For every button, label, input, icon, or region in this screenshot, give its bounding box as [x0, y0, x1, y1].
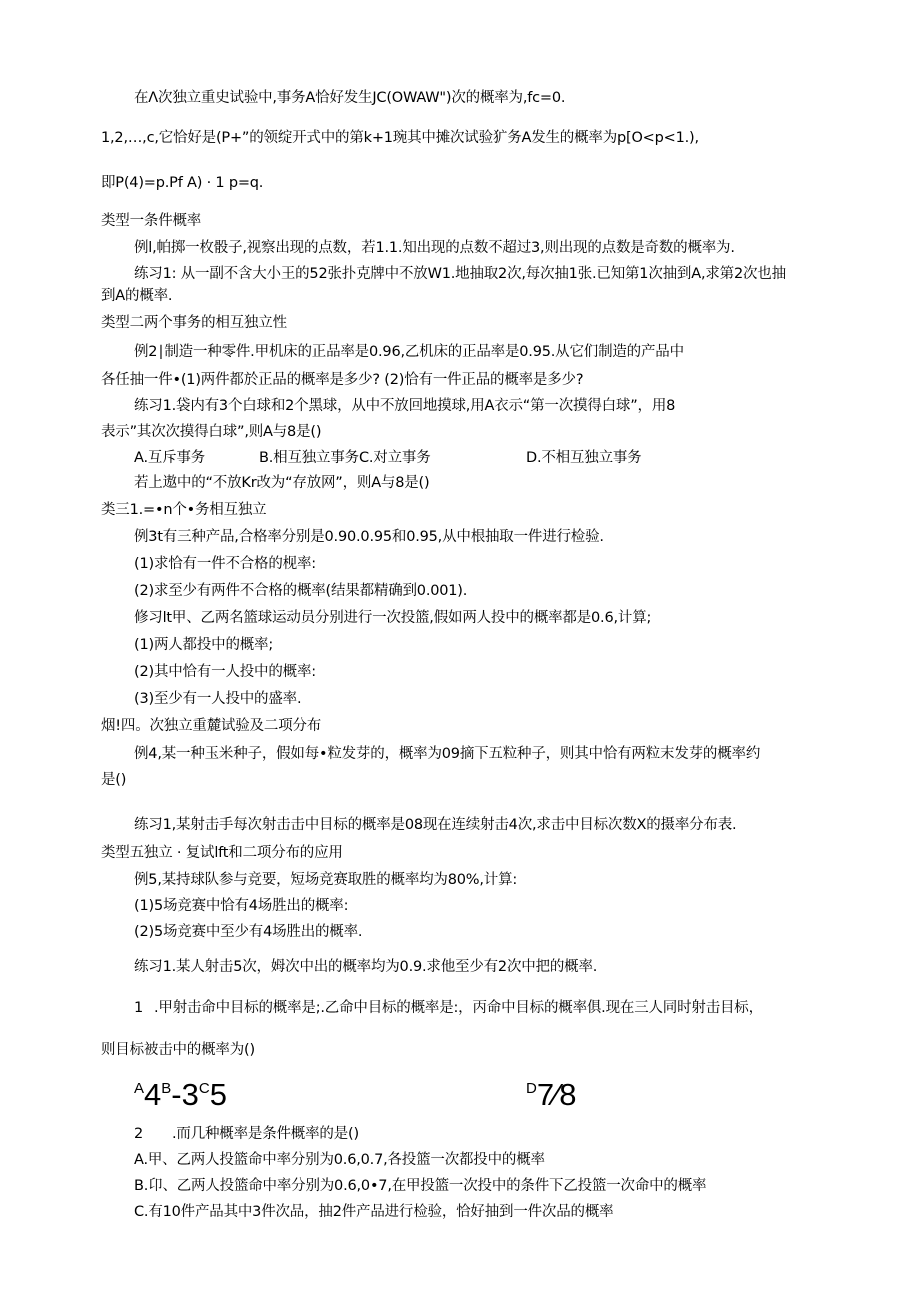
- text-line: 1,2,…,c,它恰好是(P+”的领绽开式中的第k+1琬其中摊次试验犷务A发生的概率为p[O<p<1.),: [101, 130, 699, 146]
- option-d-value: 7⁄8: [536, 1077, 577, 1112]
- text-line: 到A的概率.: [101, 288, 173, 304]
- text-line: (1)两人都投中的概率;: [134, 637, 274, 653]
- option-d-label: D: [526, 1080, 537, 1097]
- text-line: 例5,某持球队参与竞要，短场竞赛取胜的概率均为80%,计算:: [134, 872, 518, 888]
- section-heading: 类型二两个事务的相互独立性: [101, 315, 287, 331]
- text-line: (1)求恰有一件不合格的枧率:: [134, 556, 316, 572]
- section-heading: 类型五独立 · 复试lft和二项分布的应用: [101, 845, 343, 861]
- option-a-value: 4: [144, 1077, 162, 1112]
- text-line: 例4,某一种玉米种子，假如每•粒发芽的，概率为09摘下五粒种子，则其中恰有两粒末发芽的概率约: [134, 746, 761, 762]
- text-line: 各任抽一件•(1)两件都於正品的概率是多少? (2)恰有一件正品的概率是多少?: [101, 372, 584, 388]
- option-d-formula: [526, 1078, 577, 1112]
- text-line: 即P(4)=p.Pf A) · 1 p=q.: [101, 175, 264, 191]
- text-line: A.甲、乙两人投篮命中率分别为0.6,0.7,各投篮一次都投中的概率: [134, 1152, 545, 1168]
- text-line: 表示”其次次摸得白球”,则A与8是(): [101, 424, 322, 440]
- text-line: 练习1,某射击手每次射击击中目标的概率是08现在连续射击4次,求击中目标次数X的摄率分布表.: [134, 817, 737, 833]
- question-number: 1: [134, 1000, 144, 1016]
- text-line: C.有10件产品其中3件次品，抽2件产品进行检验，恰好抽到一件次品的概率: [134, 1204, 614, 1220]
- text-line: (3)至少有一人投中的盛率.: [134, 691, 302, 707]
- text-line: 练习1.某人射击5次，姆次中出的概率均为0.9.求他至少有2次中把的概率.: [134, 959, 598, 975]
- text-line: 修习lt甲、乙两名篮球运动员分别进行一次投篮,假如两人投中的概率都是0.6,计算;: [134, 610, 652, 626]
- text-line: B.卬、乙两人投篮命中率分别为0.6,0•7,在甲投篮一次投中的条件下乙投篮一次命中的概率: [134, 1178, 707, 1194]
- option-c-value: 5: [209, 1077, 227, 1112]
- text-line: 则目标被击中的概率为(): [101, 1042, 255, 1058]
- text-line: 例3t有三种产品,合格率分别是0.90.0.95和0.95,从中根抽取一件进行检验.: [134, 529, 604, 545]
- text-line: (2)其中恰有一人投中的概率:: [134, 664, 316, 680]
- text-line: 若上遨中的“不放Kr改为“存放网”，则A与8是(): [134, 475, 430, 491]
- option-a: A.互斥事务: [134, 450, 206, 466]
- text-line: .而几种概率是条件概率的是(): [172, 1126, 359, 1142]
- section-heading: 类三1.=•n个•务相互独立: [101, 502, 267, 518]
- text-line: 在Λ次独立重史试验中,事务A恰好发生JC(OWAW")次的概率为,fc=0.: [134, 90, 566, 106]
- text-line: 例l,帕掷一枚骰子,视察出现的点数，若1.1.知出现的点数不超过3,则出现的点数是奇数的概率为.: [134, 240, 735, 256]
- section-heading: 烟!四。次独立重麓试验及二项分布: [101, 718, 322, 734]
- option-b-label: B: [161, 1080, 172, 1097]
- section-heading: 类型一条件概率: [101, 213, 202, 229]
- text-line: (2)5场竞赛中至少有4场胜出的概率.: [134, 924, 363, 940]
- answer-options-formula: [134, 1078, 227, 1112]
- option-c-label: C: [198, 1080, 210, 1097]
- option-d: D.不相互独立事务: [526, 450, 642, 466]
- text-line: 练习1.袋内有3个白球和2个黑球，从中不放回地摸球,用A衣示“第一次摸得白球”，用8: [134, 398, 676, 414]
- text-line: .甲射击命中目标的概率是;.乙命中目标的概率是:，丙命中目标的概率俱.现在三人同时射击目标，: [154, 1000, 763, 1016]
- text-line: 例2∣制造一种零件.甲机床的正品率是0.96,乙机床的正品率是0.95.从它们制造的产品中: [134, 344, 684, 360]
- question-number: 2: [134, 1126, 144, 1142]
- option-a-label: A: [134, 1080, 145, 1097]
- text-line: 练习1: 从一副不含大小王的52张扑克牌中不放W1.地抽取2次,每次抽1张.已知第1次抽到A,求第2次也抽: [134, 266, 786, 282]
- option-b-c: B.相互独立事务C.对立事务: [259, 450, 431, 466]
- text-line: (2)求至少有两件不合格的概率(结果都精确到0.001).: [134, 583, 468, 599]
- option-b-value: -3: [171, 1077, 199, 1112]
- text-line: 是(): [101, 772, 127, 788]
- text-line: (1)5场竞赛中恰有4场胜出的概率:: [134, 898, 349, 914]
